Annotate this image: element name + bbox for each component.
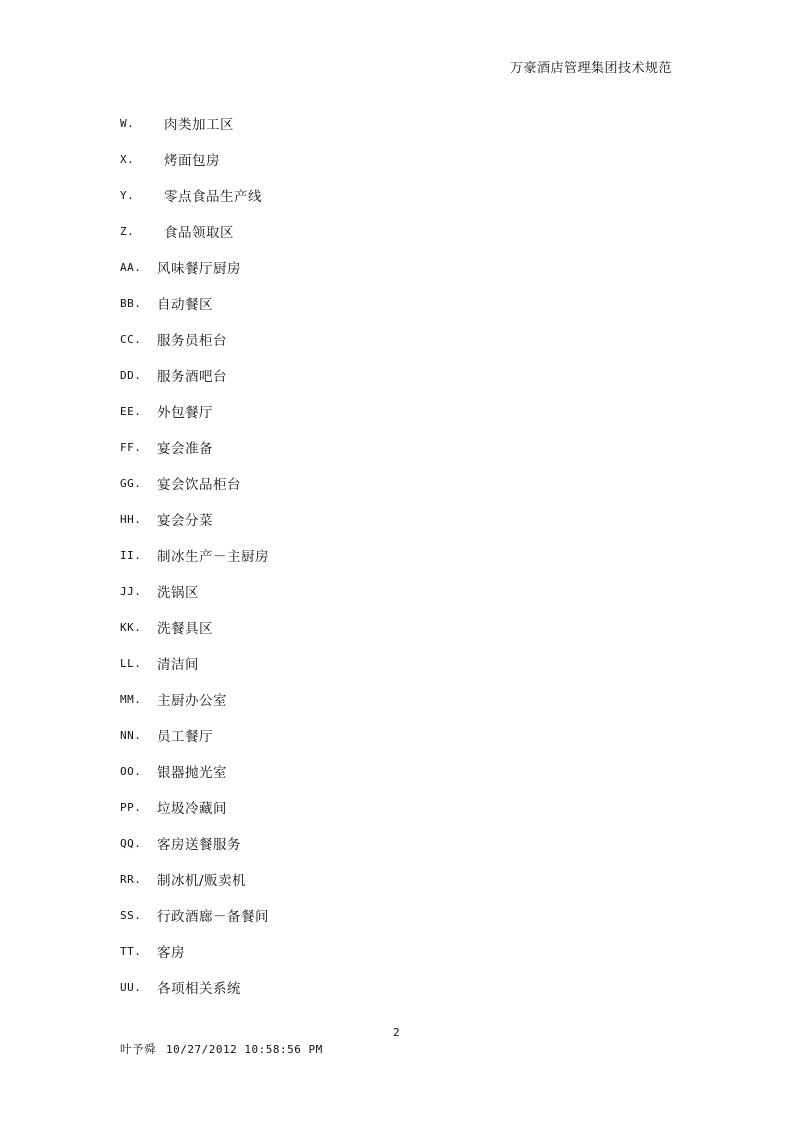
item-code: Z.	[120, 224, 135, 238]
item-code: DD.	[120, 368, 142, 382]
footer-author: 叶予舜	[120, 1042, 156, 1056]
list-item	[120, 969, 269, 1005]
item-label: 烤面包房	[164, 153, 220, 169]
item-label: 自动餐区	[157, 297, 213, 313]
item-code: LL.	[120, 656, 142, 670]
list-item	[120, 645, 269, 681]
item-code: HH.	[120, 512, 142, 526]
item-label: 员工餐厅	[157, 729, 213, 745]
list-item	[120, 861, 269, 897]
item-label: 垃圾冷藏间	[157, 801, 227, 817]
list-item	[120, 177, 269, 213]
item-label: 服务酒吧台	[157, 369, 227, 385]
item-code: X.	[120, 152, 135, 166]
item-label: 洗餐具区	[157, 621, 213, 637]
list-item	[120, 933, 269, 969]
item-label: 外包餐厅	[157, 405, 213, 421]
list-item	[120, 537, 269, 573]
item-code: TT.	[120, 944, 142, 958]
item-label: 肉类加工区	[164, 117, 234, 133]
item-code: MM.	[120, 692, 142, 706]
list-item	[120, 609, 269, 645]
list-item	[120, 429, 269, 465]
item-code: Y.	[120, 188, 135, 202]
item-code: CC.	[120, 332, 142, 346]
item-label: 客房送餐服务	[157, 837, 241, 853]
footer-timestamp: 10/27/2012 10:58:56 PM	[166, 1042, 323, 1056]
item-label: 服务员柜台	[157, 333, 227, 349]
list-item	[120, 825, 269, 861]
item-code: BB.	[120, 296, 142, 310]
item-label: 宴会准备	[157, 441, 213, 457]
list-item	[120, 321, 269, 357]
list-item	[120, 105, 269, 141]
list-item	[120, 717, 269, 753]
item-code: PP.	[120, 800, 142, 814]
item-code: JJ.	[120, 584, 142, 598]
list-item	[120, 141, 269, 177]
list-item	[120, 465, 269, 501]
list-item	[120, 789, 269, 825]
list-item	[120, 393, 269, 429]
list-item	[120, 357, 269, 393]
list-item	[120, 213, 269, 249]
list-item	[120, 573, 269, 609]
item-label: 各项相关系统	[157, 981, 241, 997]
list-item	[120, 753, 269, 789]
item-label: 制冰生产－主厨房	[157, 549, 269, 565]
item-label: 风味餐厅厨房	[157, 261, 241, 277]
item-label: 客房	[157, 945, 185, 961]
page-header-title: 万豪酒店管理集团技术规范	[509, 61, 672, 76]
item-code: EE.	[120, 404, 142, 418]
item-code: QQ.	[120, 836, 142, 850]
item-label: 宴会饮品柜台	[157, 477, 241, 493]
item-label: 食品领取区	[164, 225, 234, 241]
item-label: 银器抛光室	[157, 765, 227, 781]
list-item	[120, 249, 269, 285]
list-item	[120, 285, 269, 321]
item-label: 制冰机/贩卖机	[157, 873, 247, 889]
area-list	[120, 105, 269, 1005]
item-label: 零点食品生产线	[164, 189, 262, 205]
list-item	[120, 897, 269, 933]
item-label: 主厨办公室	[157, 693, 227, 709]
item-label: 洗锅区	[157, 585, 199, 601]
item-code: KK.	[120, 620, 142, 634]
item-label: 宴会分菜	[157, 513, 213, 529]
item-code: NN.	[120, 728, 142, 742]
item-code: GG.	[120, 476, 142, 490]
item-code: RR.	[120, 872, 142, 886]
item-label: 行政酒廊－备餐间	[157, 909, 269, 925]
page-number: 2	[393, 1026, 400, 1039]
list-item	[120, 501, 269, 537]
list-item	[120, 681, 269, 717]
item-code: UU.	[120, 980, 142, 994]
item-label: 清洁间	[157, 657, 199, 673]
page-footer	[120, 1041, 323, 1057]
item-code: FF.	[120, 440, 142, 454]
item-code: OO.	[120, 764, 142, 778]
item-code: SS.	[120, 908, 142, 922]
item-code: II.	[120, 548, 142, 562]
item-code: W.	[120, 116, 135, 130]
item-code: AA.	[120, 260, 142, 274]
